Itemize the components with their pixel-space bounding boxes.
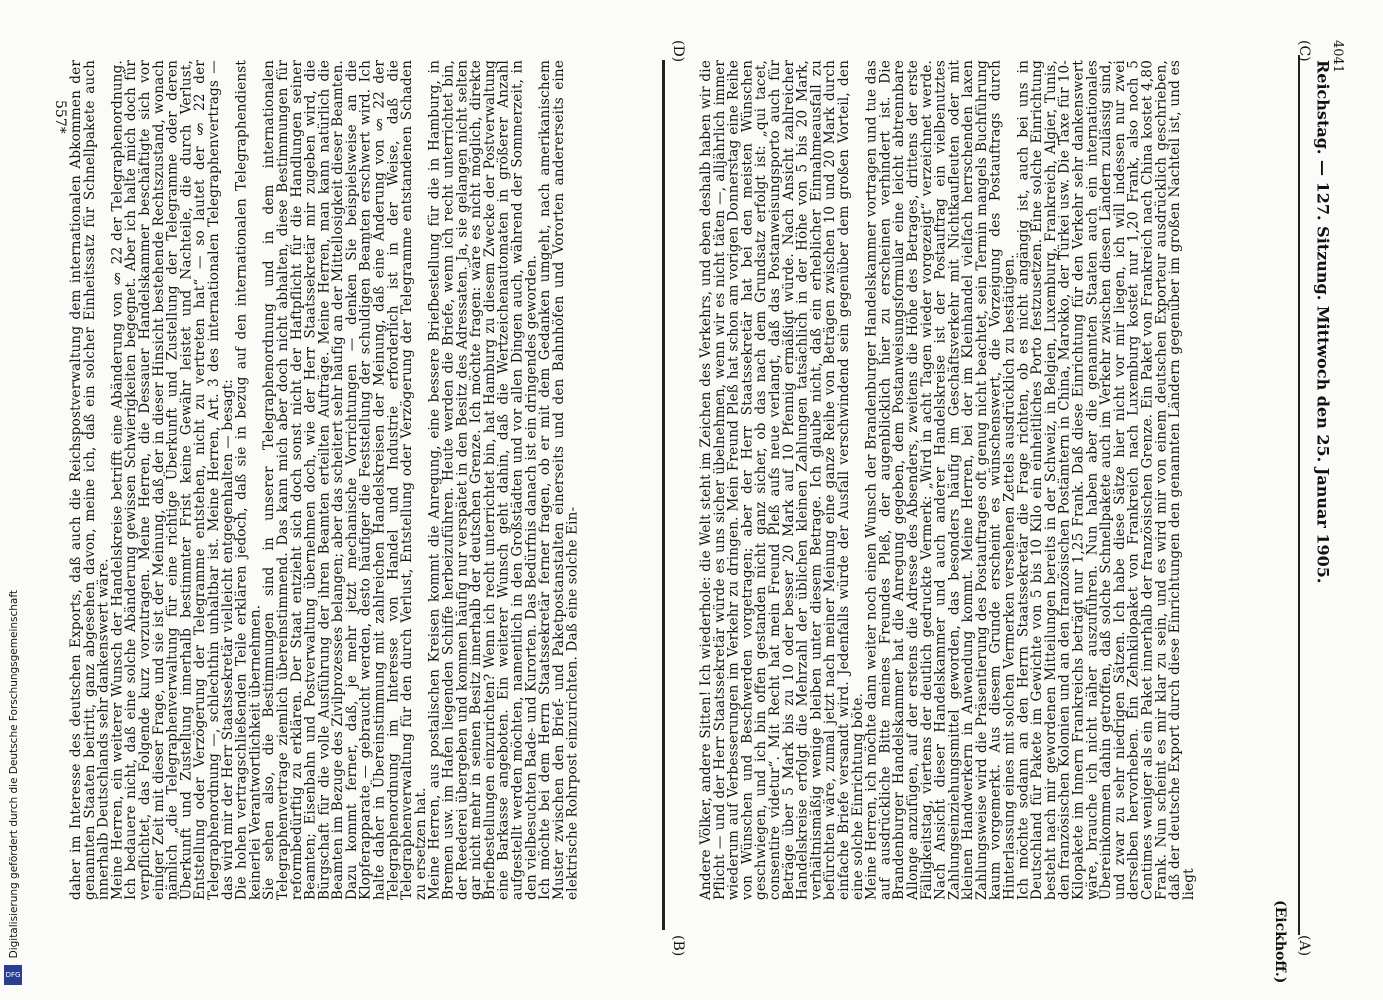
digitization-credit: Digitalisierung gefördert durch die Deutsche Forschungsgemeinschaft	[8, 590, 20, 959]
paragraph: Sie sehen also, die Bestimmungen sind in unserer Telegraphenordnung und in dem internationalen Telegraphenvertrage ziemlich übereinstimmend. Das kann mich aber doch nicht abhalten, diese Bestimmungen für reformbedürftig zu erklären. Der Staat entzieht sich doch sonst nicht der Haftpflicht für die Handlungen seiner Beamten; Eisenbahn und Postverwaltung übernehmen doch, wie der Herr Staatssekretär mir zugeben wird, die Bürgschaft für die volle Ausführung der ihren Beamten erteilten Aufträge. Meine Herren, man kann natürlich die Beamten im Bezuge des Zivilprozesses belangen; aber das scheitert sehr häufig an der Mittellosigkeit dieser Beamten. Dazu kommt ferner, daß, je mehr jetzt mechanische Vorrichtungen — denken Sie beispielsweise an die Klopferapparate — gebraucht werden, desto häufiger die Feststellung der schuldigen Beamten erschwert wird. Ich halte daher in Übereinstimmung mit zahlreichen Handelskreisen der Meinung, daß eine Änderung von § 22 der Telegraphenordnung im Interesse von Handel und Industrie erforderlich ist in der Weise, daß die Telegraphenverwaltung für den durch Verlust, Entstellung oder Verzögerung der Telegramme entstandenen Schaden zu ersetzen hat.	[261, 60, 429, 900]
page-header	[1310, 60, 1336, 930]
column-rule	[662, 60, 665, 930]
paragraph: Ich möchte bei dem Herrn Staatssekretär ferner fragen, ob er mit dem Gedanken umgeht, nach amerikanischem Muster zwischen den Brief- und Paketpostanstalten einerseits und den Bahnhöfen und Vororten andererseits eine elektrische Rohrpost einzurichten. Daß eine solche Ein-	[537, 60, 581, 900]
paragraph: Ich möchte sodann an den Herrn Staatssekretär die Frage richten, ob es nicht angängig ist, auch bei uns in Deutschland für Pakete im Gewichte von 5 bis 10 Kilo ein einheitliches Porto festzusetzen. Eine solche Einrichtung besteht nach mir gewordenen Mitteilungen bereits in der Schweiz, in Belgien, Luxemburg, Frankreich, Algier, Tunis, den französischen Kolonien und an den französischen Postämtern in China, Marokko, der Türkei usw. Die Taxe für 10-Kilopakete im Innern Frankreichs beträgt nur 1,25 Frank. Daß diese Einrichtung für den Verkehr sehr dankenswert wäre, brauche ich nicht näher auszuführen. Nun haben aber die genannten Staaten auch ein internationales Übereinkommen dahin getroffen, daß solche Schnellpakete auch im Verkehr zwischen diesen Ländern zulässig sind, und zwar zu sehr niedrigen Sätzen. Ich habe diese Sätze hier nicht vor mir liegen, ich will indessen nur zwei derselben hervorheben. Ein Zehnkilopaket von Frankreich nach Luxemburg kostet nur 1,20 Frank, also noch 5 Centimes weniger als ein Paket innerhalb der französischen Grenze. Ein Paket von Frankreich nach China kostet 4,80 Frank. Nun scheint es mir klar zu sein, und es wird mir von einem deutschen Exporteur ausdrücklich geschrieben, daß der deutsche Export durch diese Einrichtungen den genannten Ländern gegenüber im großen Nachteil ist, und es liegt	[1015, 60, 1197, 900]
paragraph: daher im Interesse des deutschen Exports, daß auch die Reichspostverwaltung dem internationalen Abkommen der genannten Staaten beitritt, ganz abgesehen davon, meine ich, daß ein solcher Einheitssatz für Schnellpakete auch innerhalb Deutschlands sehr dankenswert wäre.	[68, 60, 112, 900]
header-title: Reichstag. — 127. Sitzung. Mittwoch den 25. Januar 1905.	[1313, 60, 1333, 584]
paragraph: Die hohen vertragschließenden Teile erklären jedoch, daß sie in bezug auf den internationalen Telegraphendienst keinerlei Verantwortlichkeit übernehmen.	[233, 60, 264, 900]
margin-marker-d: (D)	[670, 40, 686, 63]
page-number: 4041	[1330, 40, 1345, 74]
margin-marker-c: (C)	[1296, 40, 1312, 62]
margin-marker-a: (A)	[1296, 935, 1312, 957]
dfg-logo: DFG	[4, 965, 22, 985]
folio-number: 557*	[52, 100, 68, 134]
paragraph: Andere Völker, andere Sitten! Ich wiederhole: die Welt steht im Zeichen des Verkehrs, und eben deshalb haben wir die Pflicht — und der Herr Staatssekretär würde es uns sicher übelnehmen, wenn wir es nicht täten —, alljährlich immer wiederum auf Verbesserungen im Verkehr zu dringen. Mein Freund Pleß hat schon am vorigen Donnerstag eine Reihe von Wünschen und Beschwerden vorgetragen; aber der Herr Staatssekretär hat bei den meisten Wünschen geschwiegen, und ich bin offen gestanden nicht ganz sicher, ob das nach dem Grundsatz erfolgt ist: „qui tacet, consentire videtur“. Mit Recht hat mein Freund Pleß aufs neue verlangt, daß das Postanweisungsporto auch für Beträge über 5 Mark bis zu 10 oder besser 20 Mark auf 10 Pfennig ermäßigt würde. Nach Ansicht zahlreicher Handelskreise erfolgt die Mehrzahl der üblichen kleinen Zahlungen tatsächlich in der Höhe von 5 bis 20 Mark, verhältnismäßig wenige bleiben unter diesem Betrage. Ich glaube nicht, daß ein erheblicher Einnahmeausfall zu befürchten wäre, zumal jetzt nach meiner Meinung eine ganze Reihe von Beträgen zwischen 10 und 20 Mark durch einfache Briefe versandt wird. Jedenfalls würde der Ausfall verschwindend sein gegenüber dem großen Vorteil, den eine solche Einrichtung böte.	[698, 60, 866, 900]
paragraph: Meine Herren, ich möchte dann weiter noch einen Wunsch der Brandenburger Handelskammer vortragen und tue das auf ausdrückliche Bitte meines Freundes Pleß, der augenblicklich hier zu erscheinen verhindert ist. Die Brandenburger Handelskammer hat die Anregung gegeben, dem Postanweisungsformular eine leicht abtrennbare Allonge anzufügen, auf der erstens die Adresse des Absenders, zweitens die Höhe des Betrages, drittens der erste Fälligkeitstag, viertens der deutlich gedruckte Vermerk: „Wird in acht Tagen wieder vorgezeigt“ verzeichnet werde. Nach Ansicht dieser Handelskammer und auch anderer Handelskreise ist der Postauftrag ein vielbenutztes Zahlungseinziehungsmittel geworden, das besonders häufig im Geschäftsverkehr mit Nichtkaufleuten oder mit kleinen Handwerkern in Anwendung kommt. Meine Herren, bei der im Kleinhandel vielfach herrschenden laxen Zahlungsweise wird die Präsentierung des Postauftrages oft genug nicht beachtet, sein Termin mangels Buchführung kaum vorgemerkt. Aus diesem Grunde erscheint es wünschenswert, die Vorzeigung des Postauftrags durch Hinterlassung eines mit solchen Vermerken versehenen Zettels ausdrücklich zu bestätigen.	[863, 60, 1018, 900]
right-text-column	[700, 60, 1260, 900]
speaker-name: (Eickhoff.)	[1272, 900, 1288, 984]
header-rule	[1298, 55, 1300, 935]
left-text-column	[70, 60, 640, 900]
paragraph: Meine Herren, aus postalischen Kreisen kommt die Anregung, eine bessere Briefbestellung für die in Hamburg, in Bremen usw. im Hafen liegenden Schiffe herbeizuführen. Heute werden die Briefe, wenn ich recht unterrichtet bin, der Reederei übergeben und kommen häufig nur verspätet in den Besitz des Adressaten. Ja, sie gelangen nicht selten gar nicht mehr in seinen Besitz innerhalb der deutschen Grenze. Ich möchte fragen: wäre es nicht möglich, direkte Briefbestellungen einzurichten? Wenn ich recht unterrichtet bin, hat Hamburg zu diesem Zwecke der Postverwaltung eine Barkasse angeboten. Ein weiterer Wunsch geht dahin, daß die Wertzeichenautomaten in größerer Anzahl aufgestellt werden möchten, namentlich in den Großstädten und vor allen Dingen auch, während der Sommerzeit, in den vielbesuchten Bade- und Kurorten. Das Bedürfnis danach ist ein dringendes geworden.	[426, 60, 540, 900]
margin-marker-b: (B)	[670, 935, 686, 957]
paragraph: Meine Herren, ein weiterer Wunsch der Handelskreise betrifft eine Abänderung von § 22 der Telegraphenordnung. Ich bedauere nicht, daß eine solche Abänderung gewissen Schwierigkeiten begegnet. Aber ich halte mich doch für verpflichtet, das Folgende kurz vorzutragen. Meine Herren, die Dessauer Handelskammer beschäftigte sich vor einiger Zeit mit dieser Frage, und sie ist der Meinung, daß der in dieser Hinsicht bestehende Rechtszustand, wonach nämlich „die Telegraphenverwaltung für eine richtige Überkunft und Zustellung der Telegramme oder deren Überkunft und Zustellung innerhalb bestimmter Frist keine Gewähr leistet und Nachteile, die durch Verlust, Entstellung oder Verzögerung der Telegramme entstehen, nicht zu vertreten hat“ — so lautet der § 22 der Telegraphenordnung —, schlechthin unhaltbar ist. Meine Herren, Art. 3 des internationalen Telegraphenvertrags — das wird mir der Herr Staatssekretär vielleicht entgegenhalten — besagt:	[109, 60, 236, 900]
